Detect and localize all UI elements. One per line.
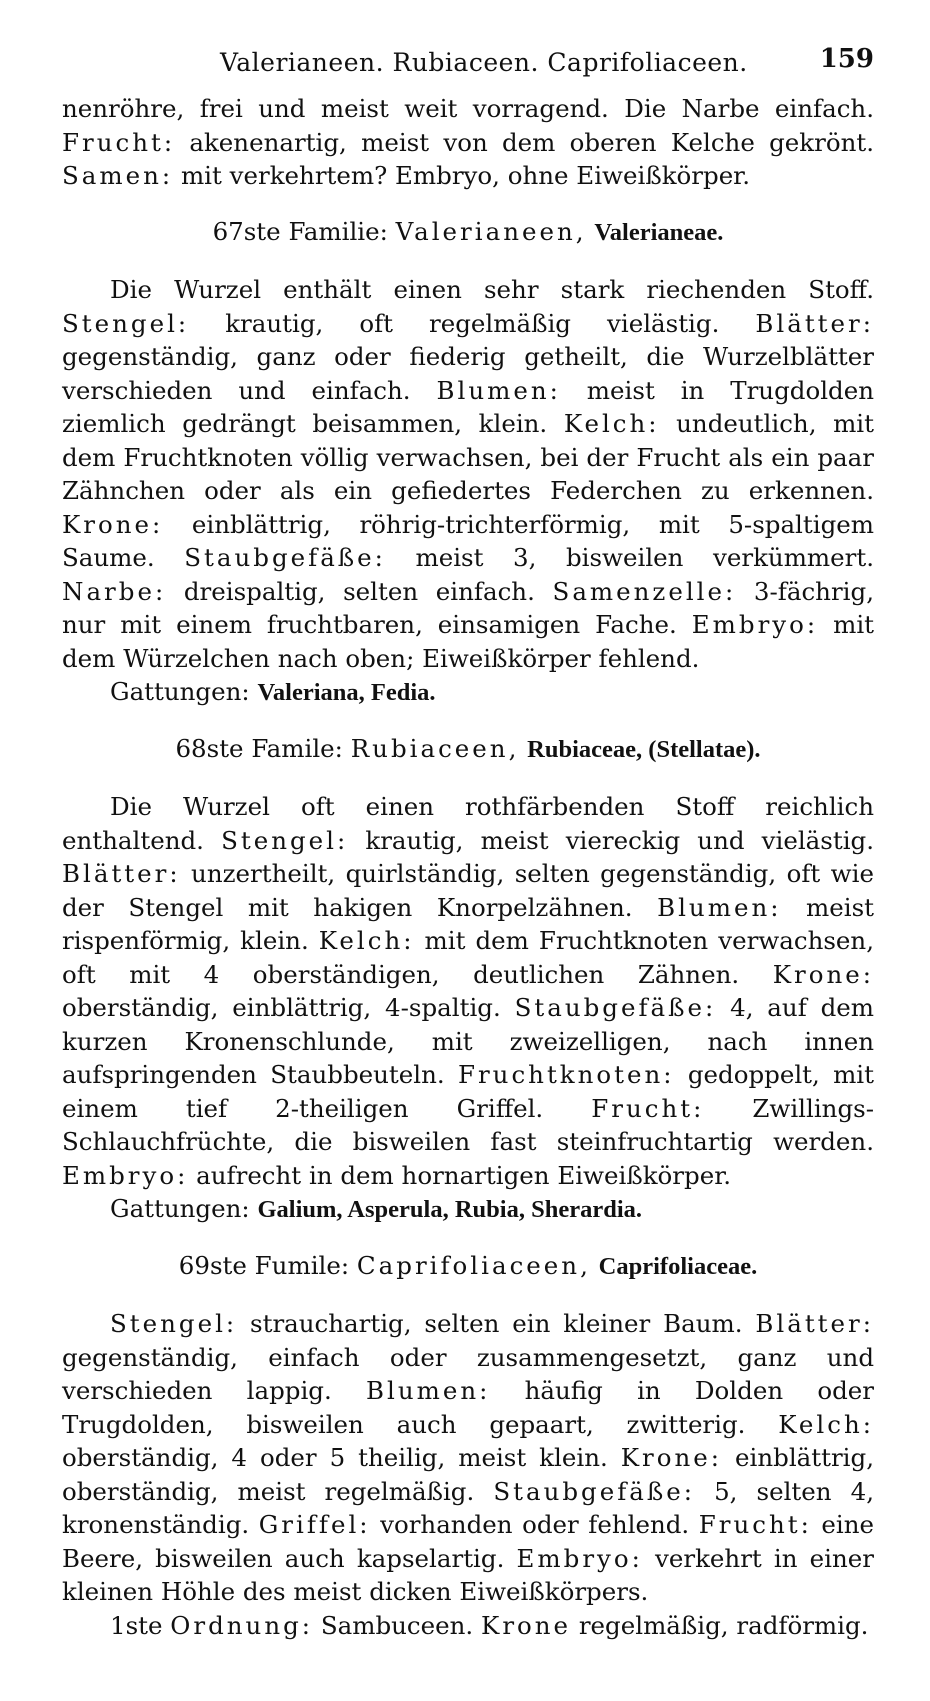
f69-text-5: einblättrig, oberständig, meist regelmäßig.	[62, 1443, 874, 1506]
family-68-description	[62, 790, 874, 1192]
family-69-description	[62, 1307, 874, 1609]
label-ordnung: Ordnung:	[170, 1610, 314, 1640]
f68-text-4: meist rispenförmig, klein.	[62, 892, 874, 955]
f67-label-blumen: Blumen:	[436, 375, 561, 405]
family-67-genera	[62, 675, 874, 710]
f69-label-stengel: Stengel:	[110, 1309, 238, 1338]
f68-text-3: unzertheilt, quirlständig, selten gegenständig, oft wie der Stengel mit hakigen Knorpelzähnen.	[62, 859, 874, 922]
book-page	[62, 40, 874, 1680]
family-69-prefix: 69ste Fumile:	[178, 1250, 357, 1280]
f69-text-6: 5, selten 4, kronenständig.	[62, 1476, 874, 1539]
f68-label-blaetter: Blätter:	[62, 859, 181, 888]
family-68-latin: Rubiaceae, (Stellatae).	[527, 735, 761, 763]
page-header	[62, 40, 874, 92]
f69-label-embryo: Embryo:	[516, 1543, 643, 1573]
f67-text-1: Die Wurzel enthält einen sehr stark riechenden Stoff.	[110, 275, 874, 304]
f68-label-blumen: Blumen:	[657, 892, 782, 922]
f67-text-6: einblättrig, röhrig-trichterförmig, mit 5-spaltigem Saume.	[62, 509, 874, 572]
f69-label-blaetter: Blätter:	[755, 1309, 874, 1338]
genera-label: Gattungen:	[110, 677, 250, 706]
f67-text-3: gegenständig, ganz oder fiederig getheilt, die Wurzelblätter verschieden und einfach.	[62, 342, 874, 405]
genera-list: Valeriana, Fedia.	[257, 679, 436, 706]
f69-text-1: strauchartig, selten ein kleiner Baum.	[237, 1309, 756, 1338]
f67-text-9: 3-fächrig, nur mit einem fruchtbaren, einsamigen Fache.	[62, 576, 874, 639]
f68-text-7: 4, auf dem kurzen Kronenschlunde, mit zweizelligen, nach innen aufspringenden Staubbeuteln.	[62, 993, 875, 1089]
f67-text-7: meist 3, bisweilen verkümmert.	[385, 543, 874, 572]
f68-label-kelch: Kelch:	[318, 926, 415, 955]
f67-label-blaetter: Blätter:	[755, 308, 874, 338]
f68-text-9: Zwillings-Schlauchfrüchte, die bisweilen fast steinfruchtartig werden.	[62, 1093, 874, 1156]
intro-paragraph	[62, 92, 874, 193]
page-number: 159	[819, 44, 874, 74]
order-name: Sambuceen.	[313, 1610, 482, 1640]
order-text: regelmäßig, radförmig.	[571, 1610, 869, 1640]
f68-label-krone: Krone:	[772, 959, 874, 989]
order-line	[62, 1609, 874, 1643]
f67-label-staubgefaesse: Staubgefäße:	[184, 543, 386, 572]
f69-label-krone: Krone:	[620, 1443, 723, 1472]
f68-label-frucht: Frucht:	[591, 1093, 705, 1123]
f67-text-4: meist in Trugdolden ziemlich gedrängt beisammen, klein.	[62, 375, 874, 438]
family-67-description	[62, 273, 874, 675]
f69-label-blumen: Blumen:	[366, 1376, 491, 1405]
family-68-heading	[62, 732, 874, 767]
f67-label-samenzelle: Samenzelle:	[552, 576, 737, 606]
f67-label-embryo: Embryo:	[691, 610, 819, 639]
f67-text-8: dreispaltig, selten einfach.	[166, 576, 553, 606]
f68-text-10: aufrecht in dem hornartigen Eiweißkörper.	[188, 1160, 732, 1190]
family-67-latin: Valerianeae.	[594, 218, 724, 246]
family-69-name: Caprifoliaceen,	[356, 1250, 591, 1280]
f69-text-4: oberständig, 4 oder 5 theilig, meist klein.	[62, 1443, 621, 1472]
f68-label-embryo: Embryo:	[62, 1160, 189, 1190]
genera-label: Gattungen:	[110, 1194, 250, 1223]
intro-text-a: nenröhre, frei und meist weit vorragend. Die Narbe einfach.	[62, 94, 874, 123]
order-prefix: 1ste	[110, 1610, 171, 1640]
f68-text-8: gedoppelt, mit einem tief 2-theiligen Griffel.	[62, 1060, 874, 1123]
f69-label-frucht: Frucht:	[698, 1510, 812, 1539]
f67-text-5: undeutlich, mit dem Fruchtknoten völlig verwachsen, bei der Frucht als ein paar Zähnchen oder als ein gefiedertes Federchen zu erkennen.	[62, 409, 874, 505]
family-68-prefix: 68ste Famile:	[175, 733, 351, 763]
f69-text-7: vorhanden oder fehlend.	[370, 1510, 699, 1539]
f69-label-griffel: Griffel:	[258, 1510, 371, 1539]
f67-text-10: mit dem Würzelchen nach oben; Eiweißkörper fehlend.	[62, 610, 875, 673]
f69-text-9: verkehrt in einer kleinen Höhle des meist dicken Eiweißkörpers.	[62, 1543, 874, 1606]
f67-label-krone: Krone:	[62, 509, 164, 539]
intro-text-c: mit verkehrtem? Embryo, ohne Eiweißkörper.	[173, 161, 750, 190]
f67-label-stengel: Stengel:	[62, 308, 190, 338]
family-68-name: Rubiaceen,	[350, 733, 520, 763]
f69-label-kelch: Kelch:	[778, 1409, 874, 1439]
label-frucht: Frucht:	[62, 127, 176, 157]
intro-text-b: akenenartig, meist von dem oberen Kelche gekrönt.	[175, 127, 874, 157]
f68-label-fruchtknoten: Fruchtknoten:	[457, 1060, 675, 1089]
f68-label-staubgefaesse: Staubgefäße:	[514, 993, 717, 1022]
f67-text-2: krautig, oft regelmäßig vielästig.	[189, 308, 756, 338]
f68-text-6: oberständig, einblättrig, 4-spaltig.	[62, 993, 515, 1022]
f69-text-8: eine Beere, bisweilen auch kapselartig.	[62, 1510, 875, 1573]
f69-label-staubgefaesse: Staubgefäße:	[493, 1476, 696, 1506]
running-head: Valerianeen. Rubiaceen. Caprifoliaceen.	[220, 48, 748, 77]
label-samen: Samen:	[62, 161, 174, 190]
f67-label-kelch: Kelch:	[563, 409, 660, 438]
family-69-heading	[62, 1249, 874, 1284]
f69-text-2: gegenständig, einfach oder zusammengesetzt, ganz und verschieden lappig.	[62, 1342, 874, 1405]
genera-list: Galium, Asperula, Rubia, Sherardia.	[257, 1196, 643, 1223]
f68-text-2: krautig, meist viereckig und vielästig.	[348, 825, 874, 855]
f68-text-1: Die Wurzel oft einen rothfärbenden Stoff reichlich enthaltend.	[62, 792, 874, 855]
f68-text-5: mit dem Fruchtknoten verwachsen, oft mit 4 oberständigen, deutlichen Zähnen.	[62, 926, 874, 989]
family-67-heading	[62, 215, 874, 250]
label-krone: Krone	[481, 1610, 572, 1640]
f68-label-stengel: Stengel:	[221, 825, 349, 855]
family-67-prefix: 67ste Familie:	[212, 216, 396, 246]
family-69-latin: Caprifoliaceae.	[598, 1252, 758, 1280]
family-67-name: Valerianeen,	[395, 216, 587, 246]
f69-text-3: häufig in Dolden oder Trugdolden, bisweilen auch gepaart, zwitterig.	[62, 1376, 874, 1439]
f67-label-narbe: Narbe:	[62, 576, 167, 606]
family-68-genera	[62, 1192, 874, 1227]
